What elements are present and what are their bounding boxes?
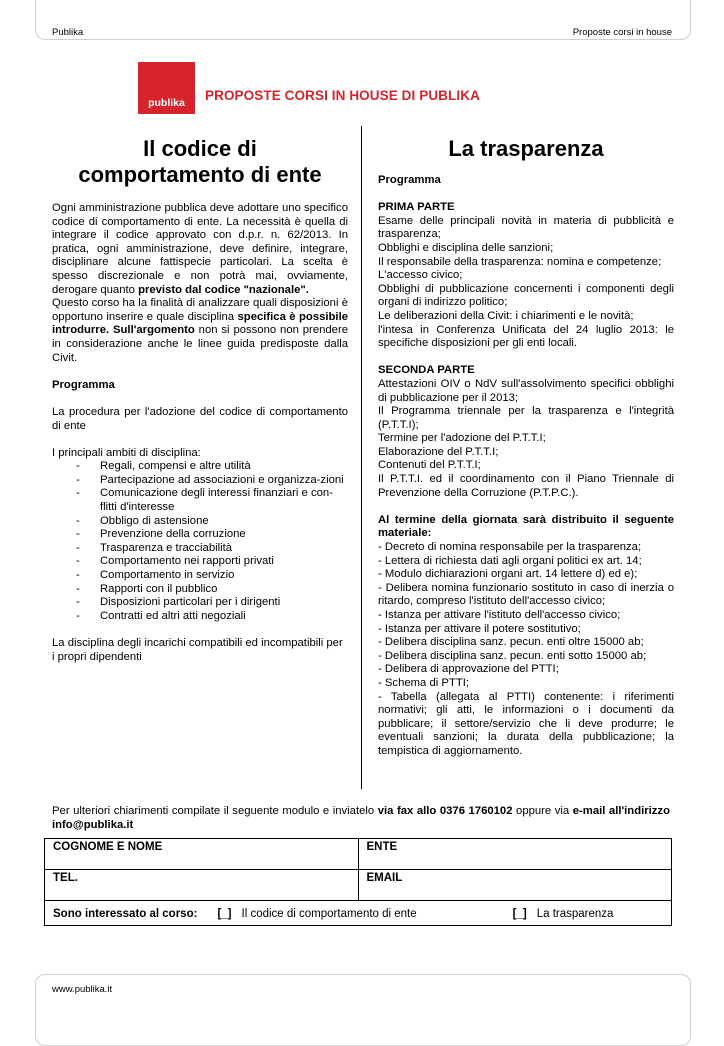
checkbox-trasparenza[interactable]: [_]	[512, 908, 527, 920]
contact-pre: Per ulteriori chiarimenti compilate il seguente modulo e inviatelo	[52, 805, 378, 817]
prima-parte-list	[378, 215, 674, 351]
footer-frame	[35, 974, 691, 1046]
column-divider	[361, 126, 362, 789]
list-item: - Istanza per attivare l'istituto dell'accesso civico;	[378, 609, 621, 621]
list-item: Obblighi di pubblicazione concernenti i componenti degli organi di indirizzo politico;	[378, 282, 674, 309]
interest-label: Sono interessato al corso:	[53, 908, 198, 920]
list-item: - Regali, compensi e altre utilità	[76, 460, 348, 474]
checkbox-codice[interactable]: [_]	[217, 908, 232, 920]
contact-mid: oppure via	[512, 805, 573, 817]
tel-label: TEL.	[53, 872, 78, 884]
list-item: - Prevenzione della corruzione	[76, 528, 348, 542]
ente-label: ENTE	[366, 841, 398, 853]
ambiti-list	[52, 460, 348, 623]
list-item: - Istanza per attivare il potere sostitutivo;	[378, 622, 581, 635]
contact-text	[52, 804, 670, 832]
publika-logo	[138, 62, 195, 114]
cognome-nome-field[interactable]	[45, 839, 359, 870]
list-item: Il responsabile della trasparenza: nomina e competenze;	[378, 255, 662, 268]
option-codice: Il codice di comportamento di ente	[241, 908, 417, 920]
prima-parte-heading: PRIMA PARTE	[378, 201, 455, 214]
footer-url[interactable]: www.publika.it	[52, 984, 113, 995]
left-title	[52, 136, 348, 188]
seconda-parte-heading: SECONDA PARTE	[378, 364, 475, 377]
contact-fax: via fax allo 0376 1760102	[377, 805, 513, 817]
left-intro2	[52, 297, 348, 365]
banner-title: PROPOSTE CORSI IN HOUSE DI PUBLIKA	[205, 88, 480, 103]
list-item: Attestazioni OIV o NdV sull'assolvimento specifici obblighi di pubblicazione per il 2013;	[378, 377, 674, 404]
list-item: - Delibera di approvazione del PTTI;	[378, 663, 559, 676]
header-left: Publika	[52, 27, 84, 38]
list-item: - Rapporti con il pubblico	[76, 583, 348, 597]
left-title-line1: Il codice di	[143, 136, 257, 161]
list-item: - Lettera di richiesta dati agli organi politici ex art. 14;	[378, 554, 642, 567]
ente-field[interactable]	[358, 839, 672, 870]
list-item: - Delibera disciplina sanz. pecun. enti sotto 15000 ab;	[378, 649, 647, 662]
option-trasparenza: La trasparenza	[536, 908, 614, 920]
interest-row	[45, 901, 672, 926]
cognome-nome-label: COGNOME E NOME	[53, 841, 163, 853]
logo-text: publika	[148, 97, 185, 109]
list-item: - Schema di PTTI;	[378, 676, 470, 689]
left-procedure: La procedura per l'adozione del codice di comportamento di ente	[52, 405, 348, 432]
list-item: - Obbligo di astensione	[76, 515, 348, 529]
list-item: - Comportamento in servizio	[76, 569, 348, 583]
list-item: - Partecipazione ad associazioni e organizza-zioni	[76, 474, 348, 488]
left-intro	[52, 202, 348, 297]
list-item: - Decreto di nomina responsabile per la trasparenza;	[378, 541, 642, 554]
list-item: Esame delle principali novità in materia di pubblicità e trasparenza;	[378, 214, 674, 241]
list-item: Il Programma triennale per la trasparenza e l'integrità (P.T.T.I);	[378, 405, 674, 431]
intro-text: Ogni amministrazione pubblica deve adottare uno specifico codice di comportamento di ente. La necessità è quella di integrare il codice approvato con d.p.r. n. 62/2013. In pratica, ogni amministrazione, deve definire, integrare, disciplinare alcune fattispecie particolari. La scelta è spesso discrezionale e non potrà mai, ovviamente, derogare quanto	[52, 202, 348, 296]
intro2-text: Questo corso ha la finalità di analizzare quali disposizioni è opportuno inserire e quale disciplina	[52, 297, 348, 323]
material-heading: Al termine della giornata sarà distribuito il seguente materiale:	[378, 513, 674, 540]
intro2-post: non si possono non prendere in considerazione anche le linee guida predisposte dalla Civit.	[52, 324, 348, 364]
list-item: - Delibera nomina funzionario sostituto in caso di inerzia o ritardo, compreso l'istituto dell'accesso civico;	[378, 581, 674, 608]
email-label: EMAIL	[366, 872, 403, 884]
seconda-parte-list	[378, 378, 674, 500]
right-programma: Programma	[378, 174, 441, 186]
header-right: Proposte corsi in house	[572, 27, 672, 38]
left-closing: La disciplina degli incarichi compatibili ed incompatibili per i propri dipendenti	[52, 637, 343, 663]
left-ambiti: I principali ambiti di disciplina:	[52, 446, 201, 459]
list-item: - Comportamento nei rapporti privati	[76, 555, 348, 569]
list-item: - Disposizioni particolari per i dirigenti	[76, 596, 348, 610]
list-item: - Tabella (allegata al PTTI) contenente: i riferimenti normativi; gli atti, le informazioni o i documenti da pubblicare; il settore/servizio che li deve produrre; le eventuali sanzioni; la durata della pubblicazione; la tempistica di aggiornamento.	[378, 690, 674, 757]
list-item: Le deliberazioni della Civit: i chiarimenti e le novità;	[378, 309, 634, 322]
intro-bold: previsto dal codice "nazionale".	[138, 283, 309, 296]
list-item: Elaborazione del P.T.T.I;	[378, 445, 499, 458]
left-title-line2: comportamento di ente	[78, 162, 322, 187]
registration-form	[44, 838, 672, 926]
right-column	[378, 136, 674, 759]
email-field[interactable]	[358, 870, 672, 901]
list-item: - Contratti ed altri atti negoziali	[76, 610, 348, 624]
tel-field[interactable]	[45, 870, 359, 901]
list-item: l'intesa in Conferenza Unificata del 24 luglio 2013: le specifiche disposizioni per gli enti locali.	[378, 323, 674, 350]
left-column	[52, 136, 348, 664]
list-item: - Delibera disciplina sanz. pecun. enti oltre 15000 ab;	[378, 636, 644, 649]
contact-email[interactable]: e-mail all'indirizzo info@publika.it	[52, 805, 670, 831]
intro2-bold: specifica è possibile introdurre. Sull'argomento	[52, 310, 348, 337]
list-item: - Comunicazione degli interessi finanziari e con-flitti d'interesse	[76, 487, 348, 514]
right-title: La trasparenza	[448, 136, 604, 161]
list-item: L'accesso civico;	[378, 269, 463, 282]
list-item: - Trasparenza e tracciabilità	[76, 542, 348, 556]
list-item: Obblighi e disciplina delle sanzioni;	[378, 241, 554, 254]
list-item: - Modulo dichiarazioni organi art. 14 lettere d) ed e);	[378, 568, 638, 581]
list-item: Termine per l'adozione del P.T.T.I;	[378, 432, 546, 445]
list-item: Contenuti del P.T.T.I;	[378, 459, 481, 472]
left-programma: Programma	[52, 378, 115, 391]
material-list	[378, 541, 674, 759]
list-item: Il P.T.T.I. ed il coordinamento con il Piano Triennale di Prevenzione della Corruzione (P.T.P.C.).	[378, 473, 674, 499]
